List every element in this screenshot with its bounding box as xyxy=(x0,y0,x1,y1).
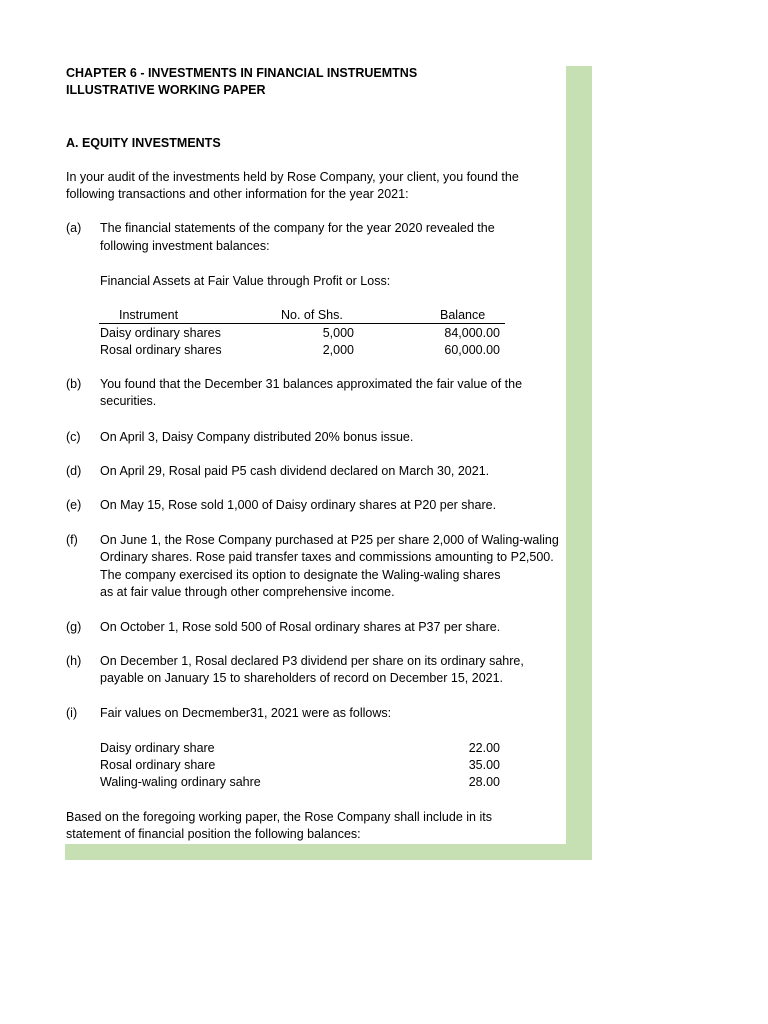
item-b-line-2: securities. xyxy=(100,394,157,408)
intro-line-2: following transactions and other information for the year 2021: xyxy=(66,187,409,201)
closing-line-1: Based on the foregoing working paper, the Rose Company shall include in its xyxy=(66,810,492,824)
item-label-a: (a) xyxy=(66,221,82,235)
item-f-line-1: On June 1, the Rose Company purchased at P25 per share 2,000 of Waling-waling xyxy=(100,533,559,547)
item-g-line-1: On October 1, Rose sold 500 of Rosal ordinary shares at P37 per share. xyxy=(100,620,501,634)
fair-value-label-waling: Waling-waling ordinary sahre xyxy=(100,775,261,789)
item-d-line-1: On April 29, Rosal paid P5 cash dividend declared on March 30, 2021. xyxy=(100,464,490,478)
table-header-balance: Balance xyxy=(440,308,486,322)
table-row-2-balance: 60,000.00 xyxy=(444,343,500,357)
item-label-e: (e) xyxy=(66,498,82,512)
item-label-b: (b) xyxy=(66,377,82,391)
fair-value-rosal: 35.00 xyxy=(468,758,500,772)
section-heading: A. EQUITY INVESTMENTS xyxy=(66,136,221,150)
item-h-line-2: payable on January 15 to shareholders of record on December 15, 2021. xyxy=(100,671,504,685)
item-label-f: (f) xyxy=(66,533,78,547)
table-row-2-shares: 2,000 xyxy=(322,343,354,357)
item-b-line-1: You found that the December 31 balances approximated the fair value of the xyxy=(100,377,523,391)
closing-line-2: statement of financial position the following balances: xyxy=(66,827,361,841)
table-row-2-instrument: Rosal ordinary shares xyxy=(100,343,222,357)
table-header-shares: No. of Shs. xyxy=(281,308,343,322)
fair-value-label-daisy: Daisy ordinary share xyxy=(100,741,215,755)
item-e-line-1: On May 15, Rose sold 1,000 of Daisy ordinary shares at P20 per share. xyxy=(100,498,497,512)
table-header-rule xyxy=(99,323,505,324)
item-h-line-1: On December 1, Rosal declared P3 dividend per share on its ordinary sahre, xyxy=(100,654,524,668)
item-c-line-1: On April 3, Daisy Company distributed 20% bonus issue. xyxy=(100,430,414,444)
intro-line-1: In your audit of the investments held by Rose Company, your client, you found the xyxy=(66,170,519,184)
table-row-1-instrument: Daisy ordinary shares xyxy=(100,326,221,340)
green-border-right xyxy=(566,66,592,860)
table-row-1-shares: 5,000 xyxy=(322,326,354,340)
item-f-line-2: Ordinary shares. Rose paid transfer taxes and commissions amounting to P2,500. xyxy=(100,550,554,564)
item-i-line-1: Fair values on Decmember31, 2021 were as follows: xyxy=(100,706,392,720)
fair-value-label-rosal: Rosal ordinary share xyxy=(100,758,216,772)
fair-value-daisy: 22.00 xyxy=(468,741,500,755)
fair-value-waling: 28.00 xyxy=(468,775,500,789)
item-label-d: (d) xyxy=(66,464,82,478)
table-row-1-balance: 84,000.00 xyxy=(444,326,500,340)
table-caption: Financial Assets at Fair Value through Profit or Loss: xyxy=(100,274,391,288)
item-f-line-4: as at fair value through other comprehensive income. xyxy=(100,585,395,599)
item-a-line-2: following investment balances: xyxy=(100,239,270,253)
item-label-i: (i) xyxy=(66,706,78,720)
item-label-h: (h) xyxy=(66,654,82,668)
item-label-g: (g) xyxy=(66,620,82,634)
page-title: CHAPTER 6 - INVESTMENTS IN FINANCIAL INSTRUEMTNS xyxy=(66,66,418,80)
item-a-line-1: The financial statements of the company for the year 2020 revealed the xyxy=(100,221,495,235)
item-f-line-3: The company exercised its option to designate the Waling-waling shares xyxy=(100,568,501,582)
item-label-c: (c) xyxy=(66,430,81,444)
table-header-instrument: Instrument xyxy=(119,308,179,322)
green-border-bottom xyxy=(65,844,592,860)
page-subtitle: ILLUSTRATIVE WORKING PAPER xyxy=(66,83,266,97)
